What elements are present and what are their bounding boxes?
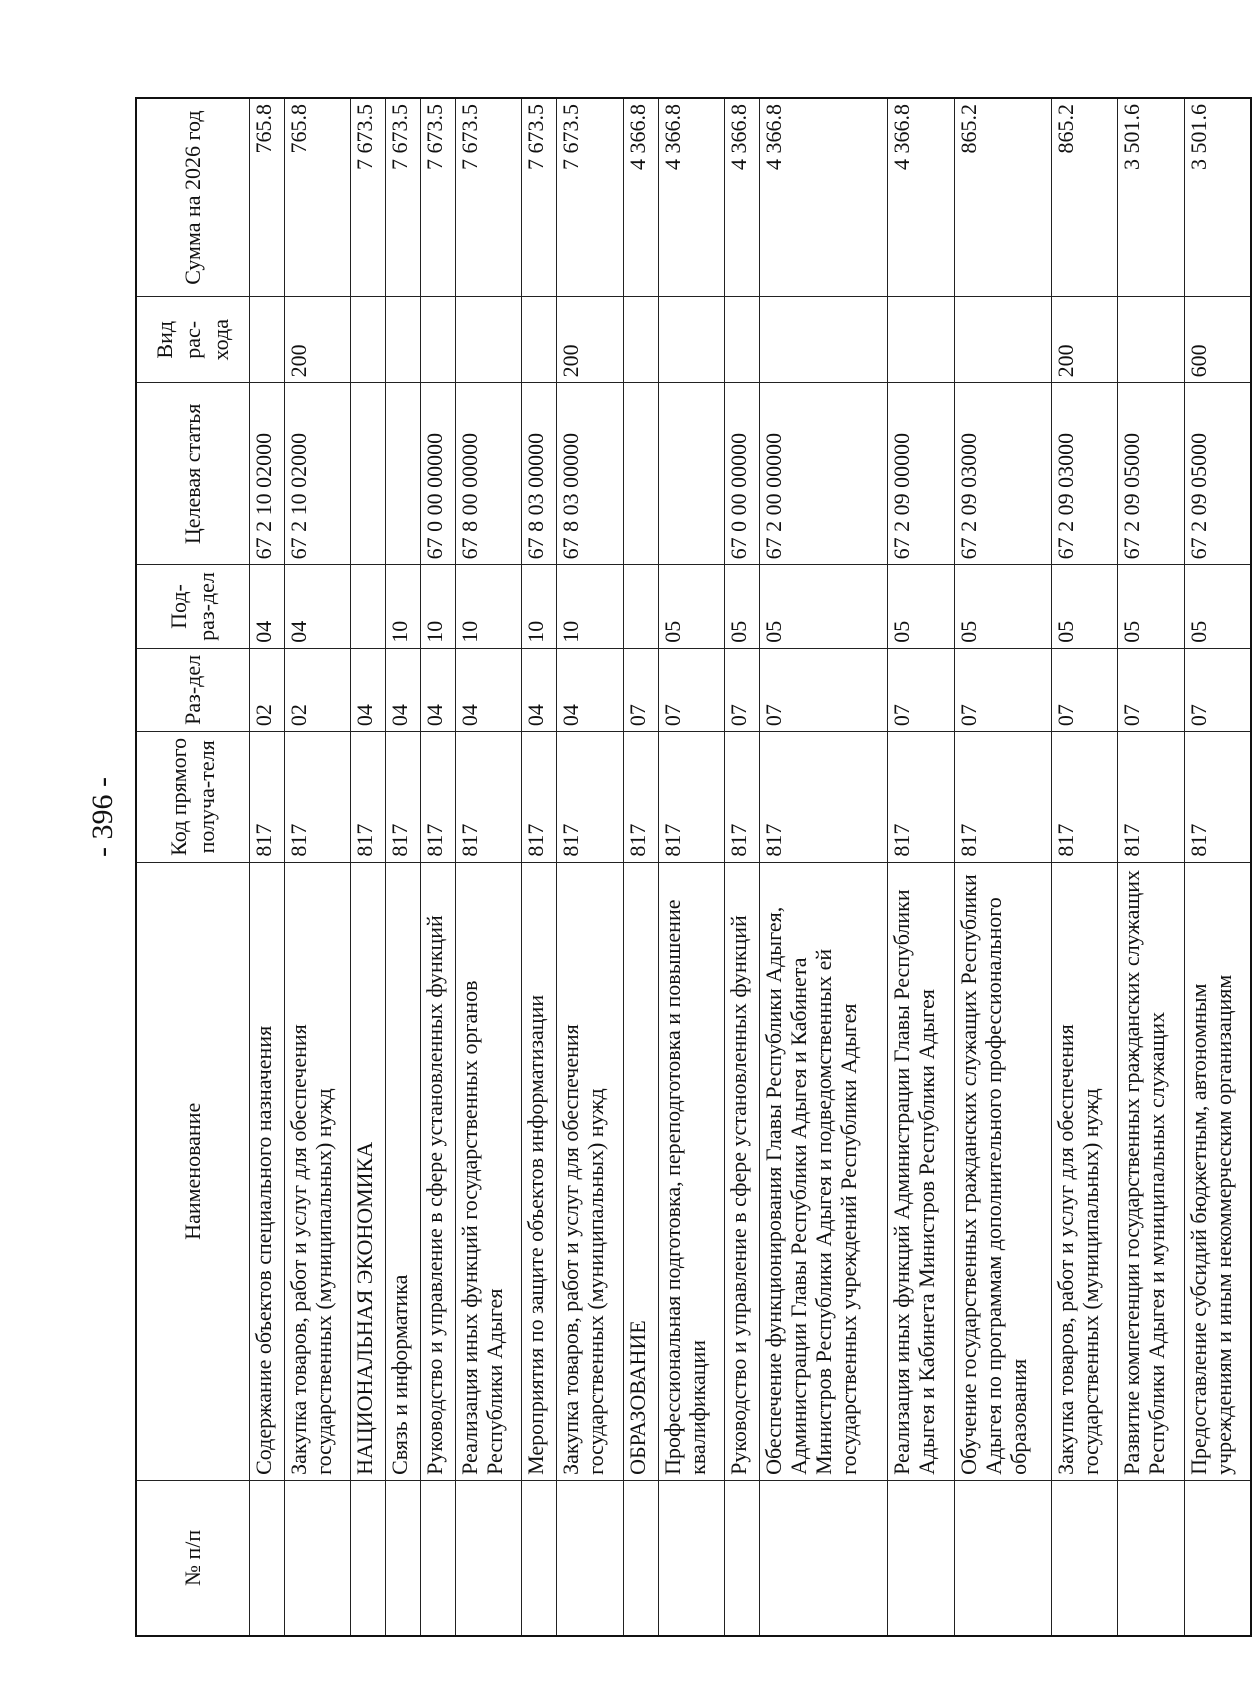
row-num-cell: [250, 1480, 285, 1636]
row-amount-cell: 865.2: [954, 98, 1051, 297]
row-recipient-cell: 817: [1118, 732, 1184, 863]
row-name-cell: Мероприятия по защите объектов информатизации: [522, 862, 557, 1480]
row-num-cell: [456, 1480, 522, 1636]
row-subsection-cell: 05: [1184, 565, 1251, 648]
row-target-cell: 67 2 09 00000: [888, 383, 954, 565]
row-name-cell: Предоставление субсидий бюджетным, автономным учреждениям и иным некоммерческим организациям: [1184, 862, 1251, 1480]
row-amount-cell: 3 501.6: [1118, 98, 1184, 297]
row-num-cell: [522, 1480, 557, 1636]
row-amount-cell: 4 366.8: [658, 98, 724, 297]
row-target-cell: 67 0 00 00000: [724, 383, 759, 565]
table-row: [351, 98, 386, 1636]
row-amount-cell: 765.8: [284, 98, 350, 297]
header-target: Целевая статья: [136, 383, 250, 565]
row-num-cell: [1118, 1480, 1184, 1636]
row-subsection-cell: 04: [250, 565, 285, 648]
row-target-cell: [351, 383, 386, 565]
table-row: [1184, 98, 1251, 1636]
table-row: [386, 98, 421, 1636]
table-row: [1118, 98, 1184, 1636]
row-amount-cell: 4 366.8: [623, 98, 658, 297]
row-num-cell: [1052, 1480, 1118, 1636]
row-name-cell: Связь и информатика: [386, 862, 421, 1480]
header-expense: Вид рас-хода: [136, 297, 250, 383]
row-section-cell: 04: [456, 648, 522, 731]
budget-table: [135, 97, 1252, 1637]
row-amount-cell: 4 366.8: [759, 98, 888, 297]
table-row: [724, 98, 759, 1636]
row-name-cell: Руководство и управление в сфере установленных функций: [724, 862, 759, 1480]
row-num-cell: [557, 1480, 623, 1636]
row-expense-cell: [623, 297, 658, 383]
row-section-cell: 04: [351, 648, 386, 731]
row-num-cell: [1184, 1480, 1251, 1636]
row-expense-cell: [658, 297, 724, 383]
row-section-cell: 02: [250, 648, 285, 731]
table-row: [284, 98, 350, 1636]
row-expense-cell: 200: [284, 297, 350, 383]
row-section-cell: 02: [284, 648, 350, 731]
row-name-cell: Закупка товаров, работ и услуг для обеспечения государственных (муниципальных) нужд: [1052, 862, 1118, 1480]
row-amount-cell: 7 673.5: [421, 98, 456, 297]
row-expense-cell: [724, 297, 759, 383]
table-row: [456, 98, 522, 1636]
row-amount-cell: 7 673.5: [522, 98, 557, 297]
row-subsection-cell: 05: [658, 565, 724, 648]
row-subsection-cell: 10: [386, 565, 421, 648]
row-num-cell: [724, 1480, 759, 1636]
row-recipient-cell: 817: [250, 732, 285, 863]
table-row: [1052, 98, 1118, 1636]
row-amount-cell: 7 673.5: [456, 98, 522, 297]
row-amount-cell: 765.8: [250, 98, 285, 297]
row-section-cell: 04: [421, 648, 456, 731]
row-expense-cell: [386, 297, 421, 383]
row-recipient-cell: 817: [623, 732, 658, 863]
row-subsection-cell: 10: [456, 565, 522, 648]
row-name-cell: Руководство и управление в сфере установленных функций: [421, 862, 456, 1480]
table-row: [250, 98, 285, 1636]
row-amount-cell: 4 366.8: [724, 98, 759, 297]
row-target-cell: 67 2 09 05000: [1184, 383, 1251, 565]
row-section-cell: 07: [759, 648, 888, 731]
row-expense-cell: [250, 297, 285, 383]
row-num-cell: [351, 1480, 386, 1636]
row-amount-cell: 4 366.8: [888, 98, 954, 297]
row-subsection-cell: 05: [1118, 565, 1184, 648]
row-expense-cell: [522, 297, 557, 383]
table-row: [888, 98, 954, 1636]
table-header-row: [136, 98, 250, 1636]
row-expense-cell: 200: [557, 297, 623, 383]
row-section-cell: 07: [1184, 648, 1251, 731]
row-num-cell: [623, 1480, 658, 1636]
row-amount-cell: 7 673.5: [351, 98, 386, 297]
row-recipient-cell: 817: [421, 732, 456, 863]
row-recipient-cell: 817: [386, 732, 421, 863]
table-body: [250, 98, 1252, 1636]
row-target-cell: 67 2 10 02000: [250, 383, 285, 565]
row-target-cell: 67 0 00 00000: [421, 383, 456, 565]
row-target-cell: [386, 383, 421, 565]
row-subsection-cell: 05: [888, 565, 954, 648]
row-name-cell: ОБРАЗОВАНИЕ: [623, 862, 658, 1480]
table-row: [658, 98, 724, 1636]
row-target-cell: 67 2 10 02000: [284, 383, 350, 565]
row-num-cell: [954, 1480, 1051, 1636]
rotated-table-container: [135, 97, 1252, 1637]
row-section-cell: 07: [658, 648, 724, 731]
row-recipient-cell: 817: [724, 732, 759, 863]
row-section-cell: 07: [888, 648, 954, 731]
row-subsection-cell: 04: [284, 565, 350, 648]
row-recipient-cell: 817: [351, 732, 386, 863]
row-expense-cell: [888, 297, 954, 383]
row-section-cell: 07: [623, 648, 658, 731]
row-num-cell: [421, 1480, 456, 1636]
row-recipient-cell: 817: [658, 732, 724, 863]
row-target-cell: 67 8 03 00000: [557, 383, 623, 565]
row-expense-cell: [456, 297, 522, 383]
row-num-cell: [386, 1480, 421, 1636]
header-section: Раз-дел: [136, 648, 250, 731]
row-name-cell: Закупка товаров, работ и услуг для обеспечения государственных (муниципальных) нужд: [557, 862, 623, 1480]
row-recipient-cell: 817: [954, 732, 1051, 863]
header-name: Наименование: [136, 862, 250, 1480]
row-amount-cell: 865.2: [1052, 98, 1118, 297]
row-expense-cell: [421, 297, 456, 383]
row-subsection-cell: [351, 565, 386, 648]
row-name-cell: Реализация иных функций государственных органов Республики Адыгея: [456, 862, 522, 1480]
row-target-cell: 67 2 09 05000: [1118, 383, 1184, 565]
table-row: [522, 98, 557, 1636]
row-subsection-cell: 05: [1052, 565, 1118, 648]
row-num-cell: [284, 1480, 350, 1636]
row-target-cell: 67 2 09 03000: [1052, 383, 1118, 565]
row-subsection-cell: 05: [759, 565, 888, 648]
row-recipient-cell: 817: [1052, 732, 1118, 863]
row-name-cell: Реализация иных функций Администрации Главы Республики Адыгея и Кабинета Министров Республики Адыгея: [888, 862, 954, 1480]
table-row: [954, 98, 1051, 1636]
row-name-cell: Обеспечение функционирования Главы Республики Адыгея, Администрации Главы Республики Адыгея и Кабинета Министров Республики Адыгея и подведомственных ей государственных учреждений Республики Адыгея: [759, 862, 888, 1480]
row-section-cell: 04: [386, 648, 421, 731]
row-num-cell: [759, 1480, 888, 1636]
table-row: [759, 98, 888, 1636]
row-name-cell: НАЦИОНАЛЬНАЯ ЭКОНОМИКА: [351, 862, 386, 1480]
header-subsection: Под-раз-дел: [136, 565, 250, 648]
row-expense-cell: [954, 297, 1051, 383]
row-name-cell: Закупка товаров, работ и услуг для обеспечения государственных (муниципальных) нужд: [284, 862, 350, 1480]
row-name-cell: Развитие компетенции государственных гражданских служащих Республики Адыгея и муниципальных служащих: [1118, 862, 1184, 1480]
row-section-cell: 07: [1052, 648, 1118, 731]
row-expense-cell: [1118, 297, 1184, 383]
row-expense-cell: 600: [1184, 297, 1251, 383]
row-expense-cell: 200: [1052, 297, 1118, 383]
row-target-cell: 67 2 09 03000: [954, 383, 1051, 565]
header-amount: Сумма на 2026 год: [136, 98, 250, 297]
header-num: № п/п: [136, 1480, 250, 1636]
page-number: - 396 -: [86, 777, 119, 857]
row-target-cell: [623, 383, 658, 565]
row-section-cell: 07: [724, 648, 759, 731]
row-recipient-cell: 817: [1184, 732, 1251, 863]
row-recipient-cell: 817: [888, 732, 954, 863]
row-name-cell: Профессиональная подготовка, переподготовка и повышение квалификации: [658, 862, 724, 1480]
row-num-cell: [658, 1480, 724, 1636]
row-target-cell: 67 2 00 00000: [759, 383, 888, 565]
row-section-cell: 04: [522, 648, 557, 731]
row-recipient-cell: 817: [759, 732, 888, 863]
table-row: [623, 98, 658, 1636]
table-row: [557, 98, 623, 1636]
row-amount-cell: 7 673.5: [386, 98, 421, 297]
row-recipient-cell: 817: [522, 732, 557, 863]
row-section-cell: 07: [1118, 648, 1184, 731]
row-expense-cell: [351, 297, 386, 383]
row-amount-cell: 7 673.5: [557, 98, 623, 297]
row-num-cell: [888, 1480, 954, 1636]
row-name-cell: Содержание объектов специального назначения: [250, 862, 285, 1480]
table-row: [421, 98, 456, 1636]
row-subsection-cell: [623, 565, 658, 648]
row-section-cell: 07: [954, 648, 1051, 731]
row-recipient-cell: 817: [284, 732, 350, 863]
row-amount-cell: 3 501.6: [1184, 98, 1251, 297]
row-expense-cell: [759, 297, 888, 383]
row-subsection-cell: 05: [724, 565, 759, 648]
row-subsection-cell: 10: [421, 565, 456, 648]
row-target-cell: 67 8 00 00000: [456, 383, 522, 565]
row-subsection-cell: 10: [557, 565, 623, 648]
row-target-cell: 67 8 03 00000: [522, 383, 557, 565]
row-recipient-cell: 817: [456, 732, 522, 863]
header-recipient: Код прямого получа-теля: [136, 732, 250, 863]
row-subsection-cell: 10: [522, 565, 557, 648]
row-recipient-cell: 817: [557, 732, 623, 863]
row-target-cell: [658, 383, 724, 565]
row-section-cell: 04: [557, 648, 623, 731]
row-subsection-cell: 05: [954, 565, 1051, 648]
row-name-cell: Обучение государственных гражданских служащих Республики Адыгея по программам дополнительного профессионального образования: [954, 862, 1051, 1480]
